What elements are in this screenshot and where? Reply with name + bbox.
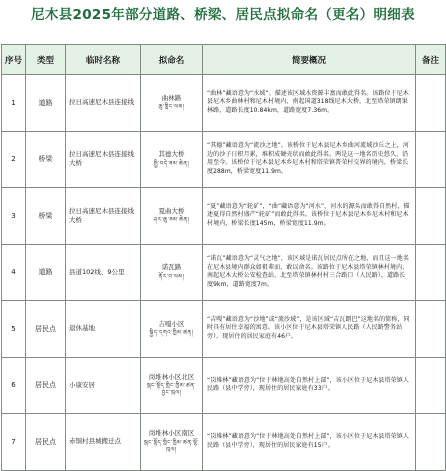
- cell-note: [416, 414, 446, 471]
- cell-description: “吉嘎”藏语意为“沙地”或“流沙域”，是该区域“吉瓦朗巴”这地名的简称，同时具有居住幸福的寓意。该小区位于尼木县塔荣镇人民路（人民路警务站旁）。现居住的居民家庭有46户。: [203, 301, 416, 358]
- cell-description: “岗堆林”藏语意为“位于林地高处自然村上部”，该小区位于尼木县塔荣镇人民路（县中学旁），现居住的居民家庭有33户。: [203, 357, 416, 414]
- header-temp-name: 临时名称: [66, 45, 141, 75]
- cell-description: “诺瓦”藏语意为“灵气之地”，该区域是诺瓦居民点所在之地，而且这一地名在尼木县境内群众如祖辈而，敢以命名。该路位于尼木县塔荣镇林村境内，南起尼木大桥公安检查站，北至塔荣镇林村村三合路口（人民路），道路长度9km，道路宽度7m。: [203, 244, 416, 301]
- table-row: [2, 131, 446, 188]
- cell-note: [416, 357, 446, 414]
- table-header-row: [2, 45, 446, 75]
- new-name-text: 曲林路: [161, 93, 182, 102]
- cell-no: 3: [2, 188, 26, 245]
- cell-temp-name: 赤铜村县城搬迁点: [66, 414, 141, 471]
- new-name-text: 诺瓦路: [161, 263, 182, 272]
- tibetan-name: ཤར་ཆུ་ཟམ་ཆེན།: [153, 217, 190, 224]
- cell-type: 桥梁: [26, 188, 66, 245]
- cell-type: 桥梁: [26, 131, 66, 188]
- cell-temp-name: 拉日高速尼木县连接线大桥: [66, 188, 141, 245]
- cell-new-name: [141, 414, 203, 471]
- cell-temp-name: 小康安居: [66, 357, 141, 414]
- cell-note: [416, 244, 446, 301]
- header-description: 简要概况: [203, 45, 416, 75]
- tibetan-name: སྤྱི་བདེ་ཟམ་ཆེན།: [153, 160, 190, 167]
- header-new-name: 拟命名: [141, 45, 203, 75]
- tibetan-name: སྒང་སྟོད་གླིང་ཁྱིམ་ཚན་བྱང་ཁུལ།: [146, 383, 197, 397]
- cell-note: [416, 75, 446, 132]
- table-row: [2, 188, 446, 245]
- header-note: 备注: [416, 45, 446, 75]
- tibetan-name: སྒང་སྟོད་གླིང་ཁྱིམ་ཚན་ལྷོ་ཁུལ།: [144, 439, 199, 453]
- table-row: [2, 75, 446, 132]
- cell-temp-name: 县道102线、9公里: [66, 244, 141, 301]
- new-name-text: 其德大桥: [158, 150, 185, 159]
- cell-description: “曲林”藏语意为“水域”。描述该区域水资源丰富而敢此得名。该路位于尼木县尼木乡曲林村和尼木村境内，南起国道318线尼木大桥，北至塔荣镇朗果林路，道路长度10.84km，道路宽度7.36m。: [203, 75, 416, 132]
- cell-no: 2: [2, 131, 26, 188]
- cell-no: 7: [2, 414, 26, 471]
- tibetan-name: ནོར་བ་ལམ།: [158, 273, 185, 280]
- header-no: 序号: [2, 45, 26, 75]
- cell-note: [416, 188, 446, 245]
- cell-temp-name: 退休基地: [66, 301, 141, 358]
- new-name-text: 岗堆林小区北区: [148, 372, 195, 381]
- table-row: [2, 357, 446, 414]
- cell-description: “其德”藏语意为“流沙之地”。该桥位于尼木县尼木乡曲河流域沙丘之上，河边的沙子日积月累，堆积成硬壳状而敢此得名。两是这一地名历史悠久，沿用至今。该桥位于尼木县尼木乡尼木村和塔荣镇普荣村交界的境内，桥梁长度288m，桥梁宽度11.9m。: [203, 131, 416, 188]
- cell-no: 1: [2, 75, 26, 132]
- cell-type: 居民点: [26, 301, 66, 358]
- cell-new-name: [141, 301, 203, 358]
- cell-description: “夏”藏语意为“轮矿”，“曲”藏语意为“河水”，河水的源头而敢得自然村，描述夏得自然村盛产“轮矿”而敢此得名。该桥位于尼木县尼木乡尼木村和尼木村境内，桥梁长度145m，桥梁宽度11.9m。: [203, 188, 416, 245]
- cell-temp-name: 拉日高速尼木县连接线大桥: [66, 131, 141, 188]
- tibetan-name: སྐྱིད་དགའ་ཁྱིམ་ཚན།: [149, 330, 194, 337]
- cell-type: 居民点: [26, 414, 66, 471]
- cell-new-name: [141, 131, 203, 188]
- cell-new-name: [141, 75, 203, 132]
- cell-new-name: [141, 188, 203, 245]
- header-type: 类型: [26, 45, 66, 75]
- cell-temp-name: 拉日高速尼木县连接线: [66, 75, 141, 132]
- cell-new-name: [141, 357, 203, 414]
- cell-description: “岗堆林”藏语意为“位于林地高处自然村上部”，该小区位于尼木县塔荣镇人民路（县中学旁），现居住的居民家庭有15户。: [203, 414, 416, 471]
- cell-no: 5: [2, 301, 26, 358]
- cell-new-name: [141, 244, 203, 301]
- cell-note: [416, 131, 446, 188]
- cell-no: 4: [2, 244, 26, 301]
- cell-type: 道路: [26, 75, 66, 132]
- table-row: [2, 301, 446, 358]
- new-name-text: 岗堆林小区南区: [148, 429, 195, 438]
- page-title: 尼木县2025年部分道路、桥梁、居民点拟命名（更名）明细表: [31, 7, 415, 23]
- cell-type: 居民点: [26, 357, 66, 414]
- tibetan-name: ཆུ་གླིང་ལམ།: [158, 104, 185, 111]
- new-name-text: 吉嘎小区: [158, 319, 185, 328]
- table-row: [2, 414, 446, 471]
- table-row: [2, 244, 446, 301]
- cell-no: 6: [2, 357, 26, 414]
- cell-note: [416, 301, 446, 358]
- naming-table: [1, 44, 446, 471]
- new-name-text: 夏曲大桥: [158, 206, 185, 215]
- cell-type: 道路: [26, 244, 66, 301]
